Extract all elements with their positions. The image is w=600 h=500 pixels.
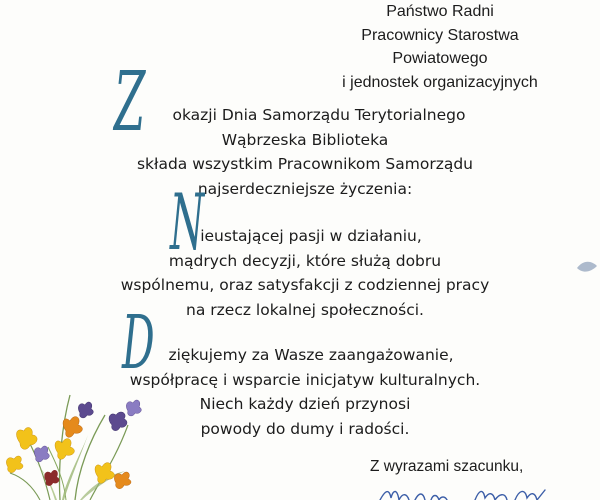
iris-bouquet-icon <box>0 385 160 500</box>
recipient-line: Pracownicy Starostwa <box>361 26 519 44</box>
edge-ornament-icon <box>575 258 600 278</box>
text-line: ziękujemy za Wasze zaangażowanie, <box>168 346 454 364</box>
text-line: najserdeczniejsze życzenia: <box>197 179 413 198</box>
recipient-line: i jednostek organizacyjnych <box>342 73 538 91</box>
recipient-line: Powiatowego <box>392 50 488 67</box>
paragraph-thanks <box>110 343 500 441</box>
text-line: współpracę i wsparcie inicjatyw kulturalnych. <box>129 370 481 389</box>
text-line: Niech każdy dzień przynosi <box>199 395 411 413</box>
text-line: wspólnemu, oraz satysfakcji z codziennej pracy <box>120 276 490 294</box>
dropcap-n: N <box>170 178 205 268</box>
text-line: składa wszystkim Pracownikom Samorządu <box>136 155 474 173</box>
paragraph-greeting <box>110 103 500 201</box>
recipient-line: Państwo Radni <box>386 3 494 20</box>
dropcap-d: D <box>122 300 155 386</box>
signature-icon <box>375 484 565 500</box>
text-line: powody do dumy i radości. <box>200 419 410 438</box>
closing-text: Z wyrazami szacunku, <box>370 458 524 475</box>
text-line: na rzecz lokalnej społeczności. <box>186 300 424 319</box>
recipients-block <box>310 0 570 94</box>
text-line: ieustającej pasji w działaniu, <box>200 227 422 245</box>
text-line: okazji Dnia Samorządu Terytorialnego <box>172 106 466 124</box>
paragraph-wishes <box>110 224 500 322</box>
text-line: mądrych decyzji, które służą dobru <box>168 251 442 270</box>
text-line: Wąbrzeska Biblioteka <box>221 130 389 149</box>
dropcap-z: Z <box>114 55 146 150</box>
